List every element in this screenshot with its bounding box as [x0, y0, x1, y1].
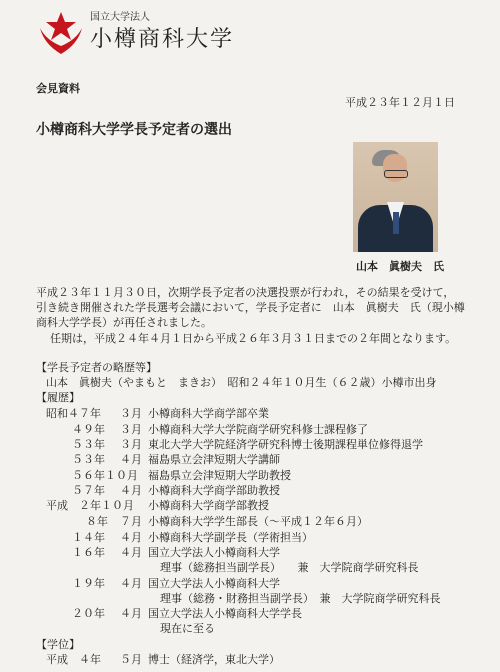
history-text: 国立大学法人小樽商科大学学長: [148, 607, 302, 620]
history-era: ５６年１０月: [72, 469, 138, 482]
history-month: ４月: [120, 607, 142, 620]
history-era: ４９年: [72, 423, 105, 436]
history-text: 国立大学法人小樽商科大学: [148, 577, 280, 590]
history-text: 東北大学大学院経済学研究科博士後期課程単位修得退学: [148, 438, 423, 451]
history-text: 小樽商科大学商学部助教授: [148, 484, 280, 497]
history-era: ８年: [86, 515, 108, 528]
page-title: 小樽商科大学学長予定者の選出: [36, 122, 232, 138]
history-text: 小樽商科大学副学長（学術担当）: [148, 531, 313, 544]
history-text: 理事（総務・財務担当副学長） 兼 大学院商学研究科長: [160, 592, 441, 605]
history-month: ４月: [120, 484, 142, 497]
history-month: ４月: [120, 531, 142, 544]
history-era: １４年: [72, 531, 105, 544]
photo-caption: 山本 眞樹夫 氏: [356, 260, 444, 273]
history-era: ５７年: [72, 484, 105, 497]
history-month: ４月: [120, 577, 142, 590]
history-era: ５３年: [72, 453, 105, 466]
university-name: 小樽商科大学: [90, 27, 235, 52]
document-label: 会見資料: [36, 82, 80, 95]
history-month: ４月: [120, 453, 142, 466]
history-era: １９年: [72, 577, 105, 590]
history-text: 小樽商科大学商学部卒業: [148, 407, 269, 420]
history-month: ４月: [120, 546, 142, 559]
term-paragraph: 任期は，平成２４年４月１日から平成２６年３月３１日までの２年間となります。: [50, 332, 457, 345]
history-text: 理事（総務担当副学長） 兼 大学院商学研究科長: [160, 561, 419, 574]
paragraph-line-3: 商科大学学長）が再任されました。: [36, 316, 212, 329]
history-month: ３月: [120, 407, 142, 420]
history-month: ３月: [120, 438, 142, 451]
degree-month: ５月: [120, 653, 142, 666]
history-text: 福島県立会津短期大学助教授: [148, 469, 291, 482]
paragraph-line-2: 引き続き開催された学長選考会議において，学長予定者に 山本 眞樹夫 氏（現小樽: [36, 301, 465, 314]
history-text: 現在に至る: [160, 622, 215, 635]
history-month: ３月: [120, 423, 142, 436]
history-era: 平成 ２年１０月: [46, 499, 134, 512]
history-era: ２０年: [72, 607, 105, 620]
history-text: 小樽商科大学商学部教授: [148, 499, 269, 512]
history-era: １６年: [72, 546, 105, 559]
org-type: 国立大学法人: [90, 12, 150, 23]
history-era: ５３年: [72, 438, 105, 451]
history-era: 昭和４７年: [46, 407, 101, 420]
profile-line: 山本 眞樹夫（やまもと まきお） 昭和２４年１０月生（６２歳）小樽市出身: [46, 376, 437, 389]
profile-heading: 【学長予定者の略歴等】: [36, 361, 157, 374]
history-text: 福島県立会津短期大学講師: [148, 453, 280, 466]
history-heading: 【履歴】: [36, 391, 80, 404]
document-date: 平成２３年１２月１日: [345, 96, 455, 109]
degree-era: 平成 ４年: [46, 653, 101, 666]
university-logo: [36, 8, 86, 58]
history-text: 国立大学法人小樽商科大学: [148, 546, 280, 559]
portrait-photo: [353, 142, 438, 252]
paragraph-line-1: 平成２３年１１月３０日，次期学長予定者の決選投票が行われ，その結果を受けて，: [36, 286, 455, 299]
history-text: 小樽商科大学大学院商学研究科修士課程修了: [148, 423, 368, 436]
degree-heading: 【学位】: [36, 638, 80, 651]
degree-text: 博士（経済学，東北大学）: [148, 653, 280, 666]
history-month: ７月: [120, 515, 142, 528]
history-text: 小樽商科大学学生部長（〜平成１２年６月）: [148, 515, 368, 528]
